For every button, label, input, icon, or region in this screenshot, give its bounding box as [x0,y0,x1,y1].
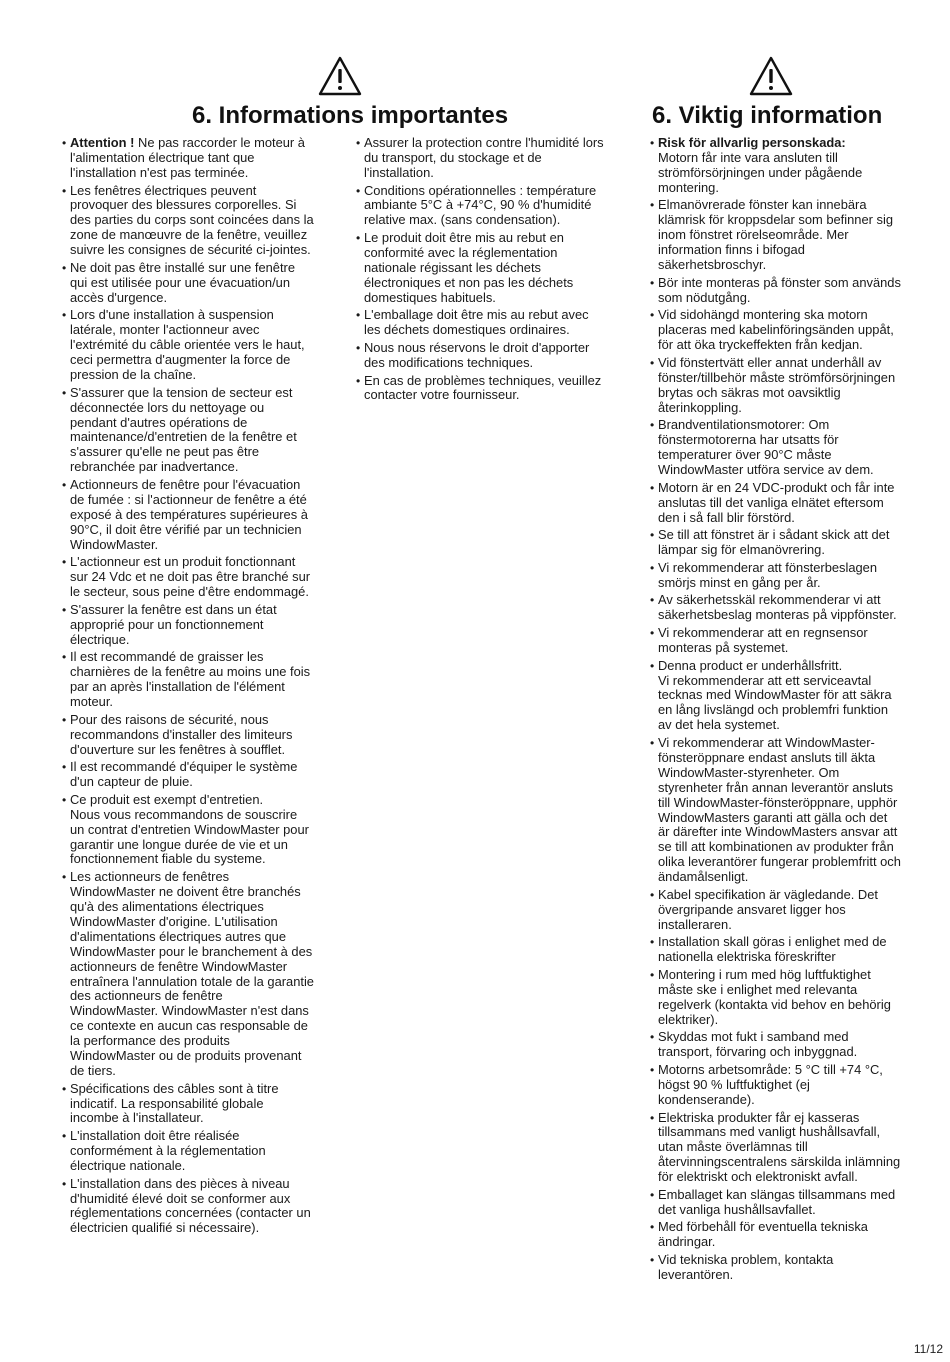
safety-note-item [63,870,335,1079]
safety-note-text: Les actionneurs de fenêtres WindowMaster ne doivent être branchés qu'à des alimentations électriques WindowMaster d'origine. L'utilisation d'alimentations électriques autres que WindowMaster pour le branchement à des actionneurs de fenêtre WindowMaster entraînera l'annulation totale de la garantie des actionneurs de fenêtre WindowMaster. WindowMaster n'est dans ce contexte en aucun cas responsable de la performance des produits WindowMaster ou de produits provenant de tiers. [70,869,314,1078]
safety-note-item [63,760,335,790]
safety-note-item [651,276,921,306]
safety-note-item [63,136,335,181]
safety-note-item [357,231,625,306]
safety-note-item [63,793,335,868]
safety-note-text: Brandventilationsmotorer: Om fönstermotorerna har utsatts för temperaturer över 90°C måste WindowMaster utföra service av dem. [658,417,874,478]
safety-note-text: Motorn får inte vara ansluten till strömförsörjningen under pågående montering. [658,149,863,195]
safety-note-item [63,308,335,383]
safety-note-text: Kabel specifikation är vägledande. Det övergripande ansvaret ligger hos installeraren. [658,886,878,932]
safety-note-item [651,198,921,273]
safety-note-text: Le produit doit être mis au rebut en conformité avec la réglementation nationale régissant les déchets électroniques et non pas les déchets domestiques habituels. [364,230,574,305]
safety-note-text: L'installation doit être réalisée conformément à la réglementation électrique nationale. [70,1128,266,1173]
safety-note-text: Ne pas raccorder le moteur à l'alimentation électrique tant que l'installation n'est pas terminée. [70,135,305,180]
safety-note-item [651,1253,921,1283]
safety-note-text: L'emballage doit être mis au rebut avec les déchets domestiques ordinaires. [364,307,589,338]
safety-note-text: Spécifications des câbles sont à titre indicatif. La responsabilité globale incombe à l'installateur. [70,1080,279,1126]
safety-note-item [651,1220,921,1250]
safety-note-item [357,374,625,404]
safety-note-item [651,626,921,656]
french-notes-column-2 [357,136,625,406]
safety-note-bold-lead: Risk för allvarlig personskada: [658,135,846,150]
safety-note-item [63,184,335,259]
safety-note-item [357,184,625,229]
safety-note-item [651,888,921,933]
safety-note-item [357,308,625,338]
safety-note-item [651,528,921,558]
safety-note-text: Med förbehåll för eventuella tekniska ändringar. [658,1219,868,1250]
safety-note-text: Vi rekommenderar att fönsterbeslagen smörjs minst en gång per år. [658,559,878,590]
safety-note-item [63,386,335,475]
safety-note-item [651,1063,921,1108]
safety-note-item [63,261,335,306]
safety-note-item [651,968,921,1028]
safety-note-item [651,593,921,623]
safety-note-item [63,1082,335,1127]
safety-note-text: Ne doit pas être installé sur une fenêtre qui est utilisée pour une évacuation/un accès d'urgence. [70,259,296,305]
safety-note-text: Motorns arbetsområde: 5 °C till +74 °C, högst 90 % luftfuktighet (ej kondenserande). [658,1062,883,1107]
swedish-section-title: 6. Viktig information [652,102,883,129]
safety-note-item [651,356,921,416]
safety-note-item [63,1129,335,1174]
safety-note-text: En cas de problèmes techniques, veuillez contacter votre fournisseur. [364,372,602,403]
safety-note-text: S'assurer la fenêtre est dans un état approprié pour un fonctionnement électrique. [70,601,277,647]
safety-note-text: Vi rekommenderar att WindowMaster- fönsteröppnare endast ansluts till äkta WindowMaster-styrenheter. Om styrenheter från annan leverantör ansluts till WindowMaster-fönsteröppnare, upphör WindowMasters garanti att gälla och det är därefter inte WindowMasters ansvar att se till att kombinationen av produkter från olika leverantörer fungerar problemfritt och ändamålsenligt. [658,735,901,885]
safety-note-text: L'actionneur est un produit fonctionnant sur 24 Vdc et ne doit pas être branché sur le secteur, sous peine d'être endommagé. [70,554,311,600]
safety-note-item [651,736,921,885]
safety-note-item [651,418,921,478]
french-notes-column-1 [63,136,335,1239]
safety-note-text: S'assurer que la tension de secteur est déconnectée lors du nettoyage ou pendant d'autres opérations de maintenance/d'entretien de la fenêtre et s'assurer qu'elle ne peut pas être rebranchée par inadvertance. [70,384,297,475]
warning-triangle-icon [318,56,362,96]
safety-note-item [651,1111,921,1186]
warning-triangle-icon [749,56,793,96]
safety-note-text: Bör inte monteras på fönster som används som nödutgång. [658,274,901,305]
safety-note-item [63,713,335,758]
safety-note-item [63,1177,335,1237]
swedish-notes-column [651,136,921,1286]
safety-note-text: Vid fönstertvätt eller annat underhåll av fönster/tillbehör måste strömförsörjningen brytas och säkras mot oavsiktlig återinkoppling. [658,354,896,415]
safety-note-text: Vi rekommenderar att en regnsensor monteras på systemet. [658,625,868,655]
safety-note-text: Installation skall göras i enlighet med de nationella elektriska föreskrifter [658,934,887,965]
safety-note-item [63,650,335,710]
safety-note-text: Av säkerhetsskäl rekommenderar vi att säkerhetsbeslag monteras på vippfönster. [658,592,897,623]
safety-note-bold-lead: Attention ! [70,135,139,150]
page-number: 11/12 [913,1342,943,1356]
safety-note-item [651,1188,921,1218]
safety-note-text: Lors d'une installation à suspension latérale, monter l'actionneur avec l'extrémité du câble orientée vers le haut, ceci permettra d'augmenter la force de pression de la chaîne. [70,307,305,382]
safety-note-text: Conditions opérationnelles : température ambiante 5°C à +74°C, 90 % d'humidité relative max. (sans condensation). [364,182,597,228]
safety-note-item [63,478,335,553]
safety-note-text: Denna product er underhållsfritt. Vi rekommenderar att ett serviceavtal tecknas med WindowMaster för att säkra en lång livslängd och problemfri funktion av det hela systemet. [658,657,892,733]
safety-note-item [63,555,335,600]
safety-note-text: Ce produit est exempt d'entretien. Nous vous recommandons de souscrire un contrat d'entretien WindowMaster pour garantir une longue durée de vie et un fonctionnement fiable du systeme. [70,791,309,867]
safety-note-text: Nous nous réservons le droit d'apporter des modifications techniques. [364,339,590,370]
safety-note-item [651,136,921,196]
safety-note-text: Pour des raisons de sécurité, nous recommandons d'installer des limiteurs d'ouverture sur les fenêtres à soufflet. [70,711,293,757]
safety-note-item [651,308,921,353]
safety-note-text: Motorn är en 24 VDC-produkt och får inte anslutas till det vanliga elnätet eftersom den i så fall blir förstörd. [658,479,895,525]
safety-note-text: Assurer la protection contre l'humidité lors du transport, du stockage et de l'installation. [364,135,604,180]
safety-note-text: Skyddas mot fukt i samband med transport, förvaring och inbyggnad. [658,1029,858,1060]
safety-note-item [63,603,335,648]
safety-note-text: Se till att fönstret är i sådant skick att det lämpar sig för elmanövrering. [658,527,890,558]
safety-note-item [651,935,921,965]
safety-note-text: Il est recommandé d'équiper le système d'un capteur de pluie. [70,759,298,790]
safety-note-text: Vid tekniska problem, kontakta leverantören. [658,1252,834,1282]
safety-note-text: Elmanövrerade fönster kan innebära klämrisk för kroppsdelar som befinner sig inom fönstret rörelseområde. Mer information finns i bifogad säkerhetsbroschyr. [658,197,893,273]
safety-note-text: Montering i rum med hög luftfuktighet måste ske i enlighet med relevanta regelverk (kontakta vid behov en behörig elektriker). [658,966,891,1027]
safety-note-item [651,481,921,526]
safety-note-item [357,341,625,371]
safety-note-text: Il est recommandé de graisser les charnières de la fenêtre au moins une fois par an après l'installation de l'élément moteur. [70,649,311,709]
safety-note-item [651,561,921,591]
safety-note-item [357,136,625,181]
safety-note-text: L'installation dans des pièces à niveau d'humidité élevé doit se conformer aux réglementations concernées (contacter un électricien qualifié si nécessaire). [70,1175,311,1236]
french-section-title: 6. Informations importantes [192,102,509,129]
safety-note-text: Emballaget kan slängas tillsammans med det vanliga hushållsavfallet. [658,1186,896,1217]
safety-note-text: Les fenêtres électriques peuvent provoquer des blessures corporelles. Si des parties du corps sont coincées dans la zone de manœuvre de la fenêtre, veuillez suivre les consignes de sécurité ci-jointes. [70,182,314,258]
safety-note-item [651,659,921,734]
safety-note-text: Vid sidohängd montering ska motorn placeras med kabelinföringsänden uppåt, för att öka tryckeffekten från kedjan. [658,307,894,353]
safety-note-item [651,1030,921,1060]
safety-note-text: Elektriska produkter får ej kasseras tillsammans med vanligt hushållsavfall, utan måste överlämnas till återvinningscentralens särskilda inlämning för elektriskt och elektroniskt avfall. [658,1109,901,1185]
safety-note-text: Actionneurs de fenêtre pour l'évacuation de fumée : si l'actionneur de fenêtre a été exposé à des températures supérieures à 90°C, il doit être vérifié par un technicien WindowMaster. [70,476,308,552]
